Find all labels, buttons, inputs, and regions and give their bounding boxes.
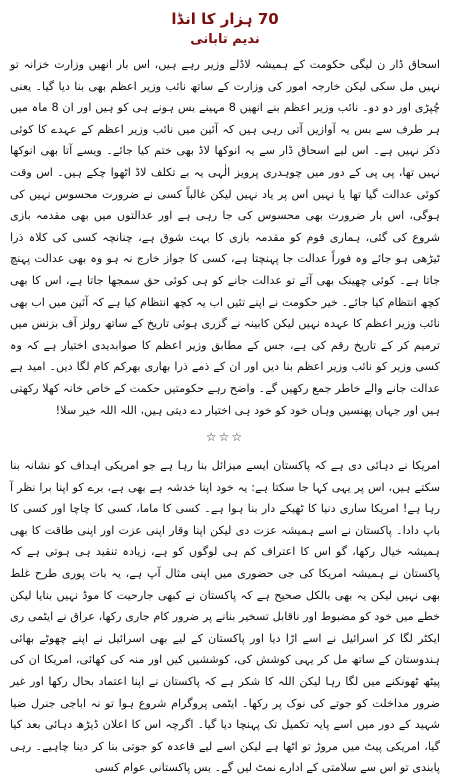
author-byline: ندیم تابانی	[190, 32, 260, 47]
article-title: 70 ہزار کا انڈا	[171, 10, 279, 28]
article-section-2: امریکا نے دہائی دی ہے کہ پاکستان ایسے میزائل بنا رہا ہے جو امریکی اہداف کو نشانہ بنا سکتے ہیں، اس پر یہی کہا جا سکتا ہے: یہ خود اپنا خدشہ ہے بھی ہے، برے کو اپنا برا نظر آ رہا ہے! امریکا ساری دنیا کا ٹھیکے دار بنا ہوا ہے۔ کسی کا ماما، کسی کا چاچا اور کسی کا باپ دادا۔ پاکستان نے اسے ہمیشہ عزت دی لیکن اپنا وقار اپنی عزت اور اپنی طاقت کا بھی ہمیشہ خیال رکھا، گو اس کا اعتراف کم ہی لوگوں کو ہے، زیادہ تنقید ہی ہوتی ہے کہ پاکستان نے ہمیشہ امریکا کی جی حضوری میں اپنی مثال آپ ہے، یہ بات پوری طرح غلط بھی نہیں لیکن یہ بھی بالکل صحیح ہے کہ پاکستان نے کبھی جارحیت کا موڈ نہیں بنایا لیکن خطے میں خود کو مضبوط اور ناقابل تسخیر بنانے پر ضرور کام جاری رکھا، عراق نے ایٹمی ری ایکٹر لگا کر اسرائیل نے اسے اڑا دیا اور پاکستان کے لیے بھی اسرائیل نے اپنے چھوٹے بھائی ہندوستان کے ساتھ مل کر یہی کوشش کی، کوششیں کیں اور منہ کی کھائی، امریکا ان کی پیٹھ ٹھونکنے میں لگا رہا لیکن اللہ کا شکر ہے کہ پاکستان نے اپنا اعتماد بحال رکھا اور غیر ضرور مداخلت کو جوتے کی نوک پر رکھا۔ ایٹمی پروگرام شروع ہوا تو نہ اباجی جنرل ضیا شہید کے دور میں اسے پایہ تکمیل تک پہنچا دیا گیا۔ اگرچہ اس کا اعلان ڈیڑھ دہائی بعد کیا گیا، امریکی پیٹ میں مروڑ تو اٹھا ہے لیکن اسے لیے قاعدہ کو جوتی بنا کر دینا چاہیے۔ رہی پابندی تو اس سے سلامتی کے ادارے نمٹ لیں گے۔ بس پاکستانی عوام کسی	[10, 459, 440, 775]
section-separator-stars: ☆☆☆	[205, 430, 245, 445]
article-section-1: اسحاق ڈار ن لیگی حکومت کے ہمیشہ لاڈلے وزیر رہے ہیں، اس بار انھیں وزارت خزانہ تو نہیں مل سکی لیکن خارجہ امور کی وزارت کے ساتھ نائب وزیر اعظم بھی بنا دیا گیا۔ یعنی چُپڑی اور دو دو۔ نائب وزیر اعظم بنے انھیں 8 مہینے بس ہونے ہی کو ہیں اور ان 8 ماہ میں ہر طرف سے بس یہ آوازیں آتی رہی ہیں کہ آئین میں نائب وزیر اعظم کے عہدے کا کوئی ذکر نہیں ہے۔ اس لیے اسحاق ڈار سے یہ انوکھا لاڈ بھی ختم کیا جائے۔ ویسے آتا بھی انوکھا نہیں تھا، پی پی کے دور میں چوہدری پرویز الٰہی یہ بے تکلف لاڈ اٹھوا چکے ہیں۔ اس وقت کوئی عدالت گیا تھا یا نہیں اس پر یاد نہیں لیکن غالباً کسی نے ضرورت محسوس نہیں کی ہوگی، اس بار ضرورت بھی محسوس کی جا رہی ہے اور عدالتوں میں بھی مقدمہ بازی شروع کی گئی، ہماری قوم کو مقدمہ بازی کا بہت شوق ہے، چنانچہ کسی کی کلاہ ذرا ٹیڑھی ہو جائے وہ فوراً عدالت جا پہنچتا ہے، کسی کا جواز خارج نہ ہو وہ بھی عدالت پہنچ جاتا ہے۔ کوئی چھینک بھی آئے تو عدالت جانے کو ہی کوئی حق سمجھا جاتا ہے، اس کا بھی کچھ انتظام کیا جائے۔ خیر حکومت نے اپنے تئیں اب یہ کچھ انتظام کیا ہے کہ آئین میں اب بھی نائب وزیر اعظم کا عہدہ نہیں لیکن کابینہ نے گزری ہوئی تاریخ کے ساتھ رولز آف بزنس میں ترمیم کر کے تاریخ رقم کی ہے، جس کے مطابق وزیر اعظم کا صوابدیدی اختیار ہے کہ وہ کسی وزیر کو نائب وزیر اعظم بنا دیں اور ان کے ذمے ذرا بھاری بھرکم کام لگا دیں۔ امید ہے عدالت جانے والے خاطر جمع رکھیں گے۔ واضح رہے حکومتیں حکمت کے خاص خانہ کھلا رکھتی ہیں اور جہاں پھنسیں وہاں خود کو خود ہی اختیار دے دیتی ہیں، اللہ اللہ خیر سلا!	[10, 58, 440, 417]
